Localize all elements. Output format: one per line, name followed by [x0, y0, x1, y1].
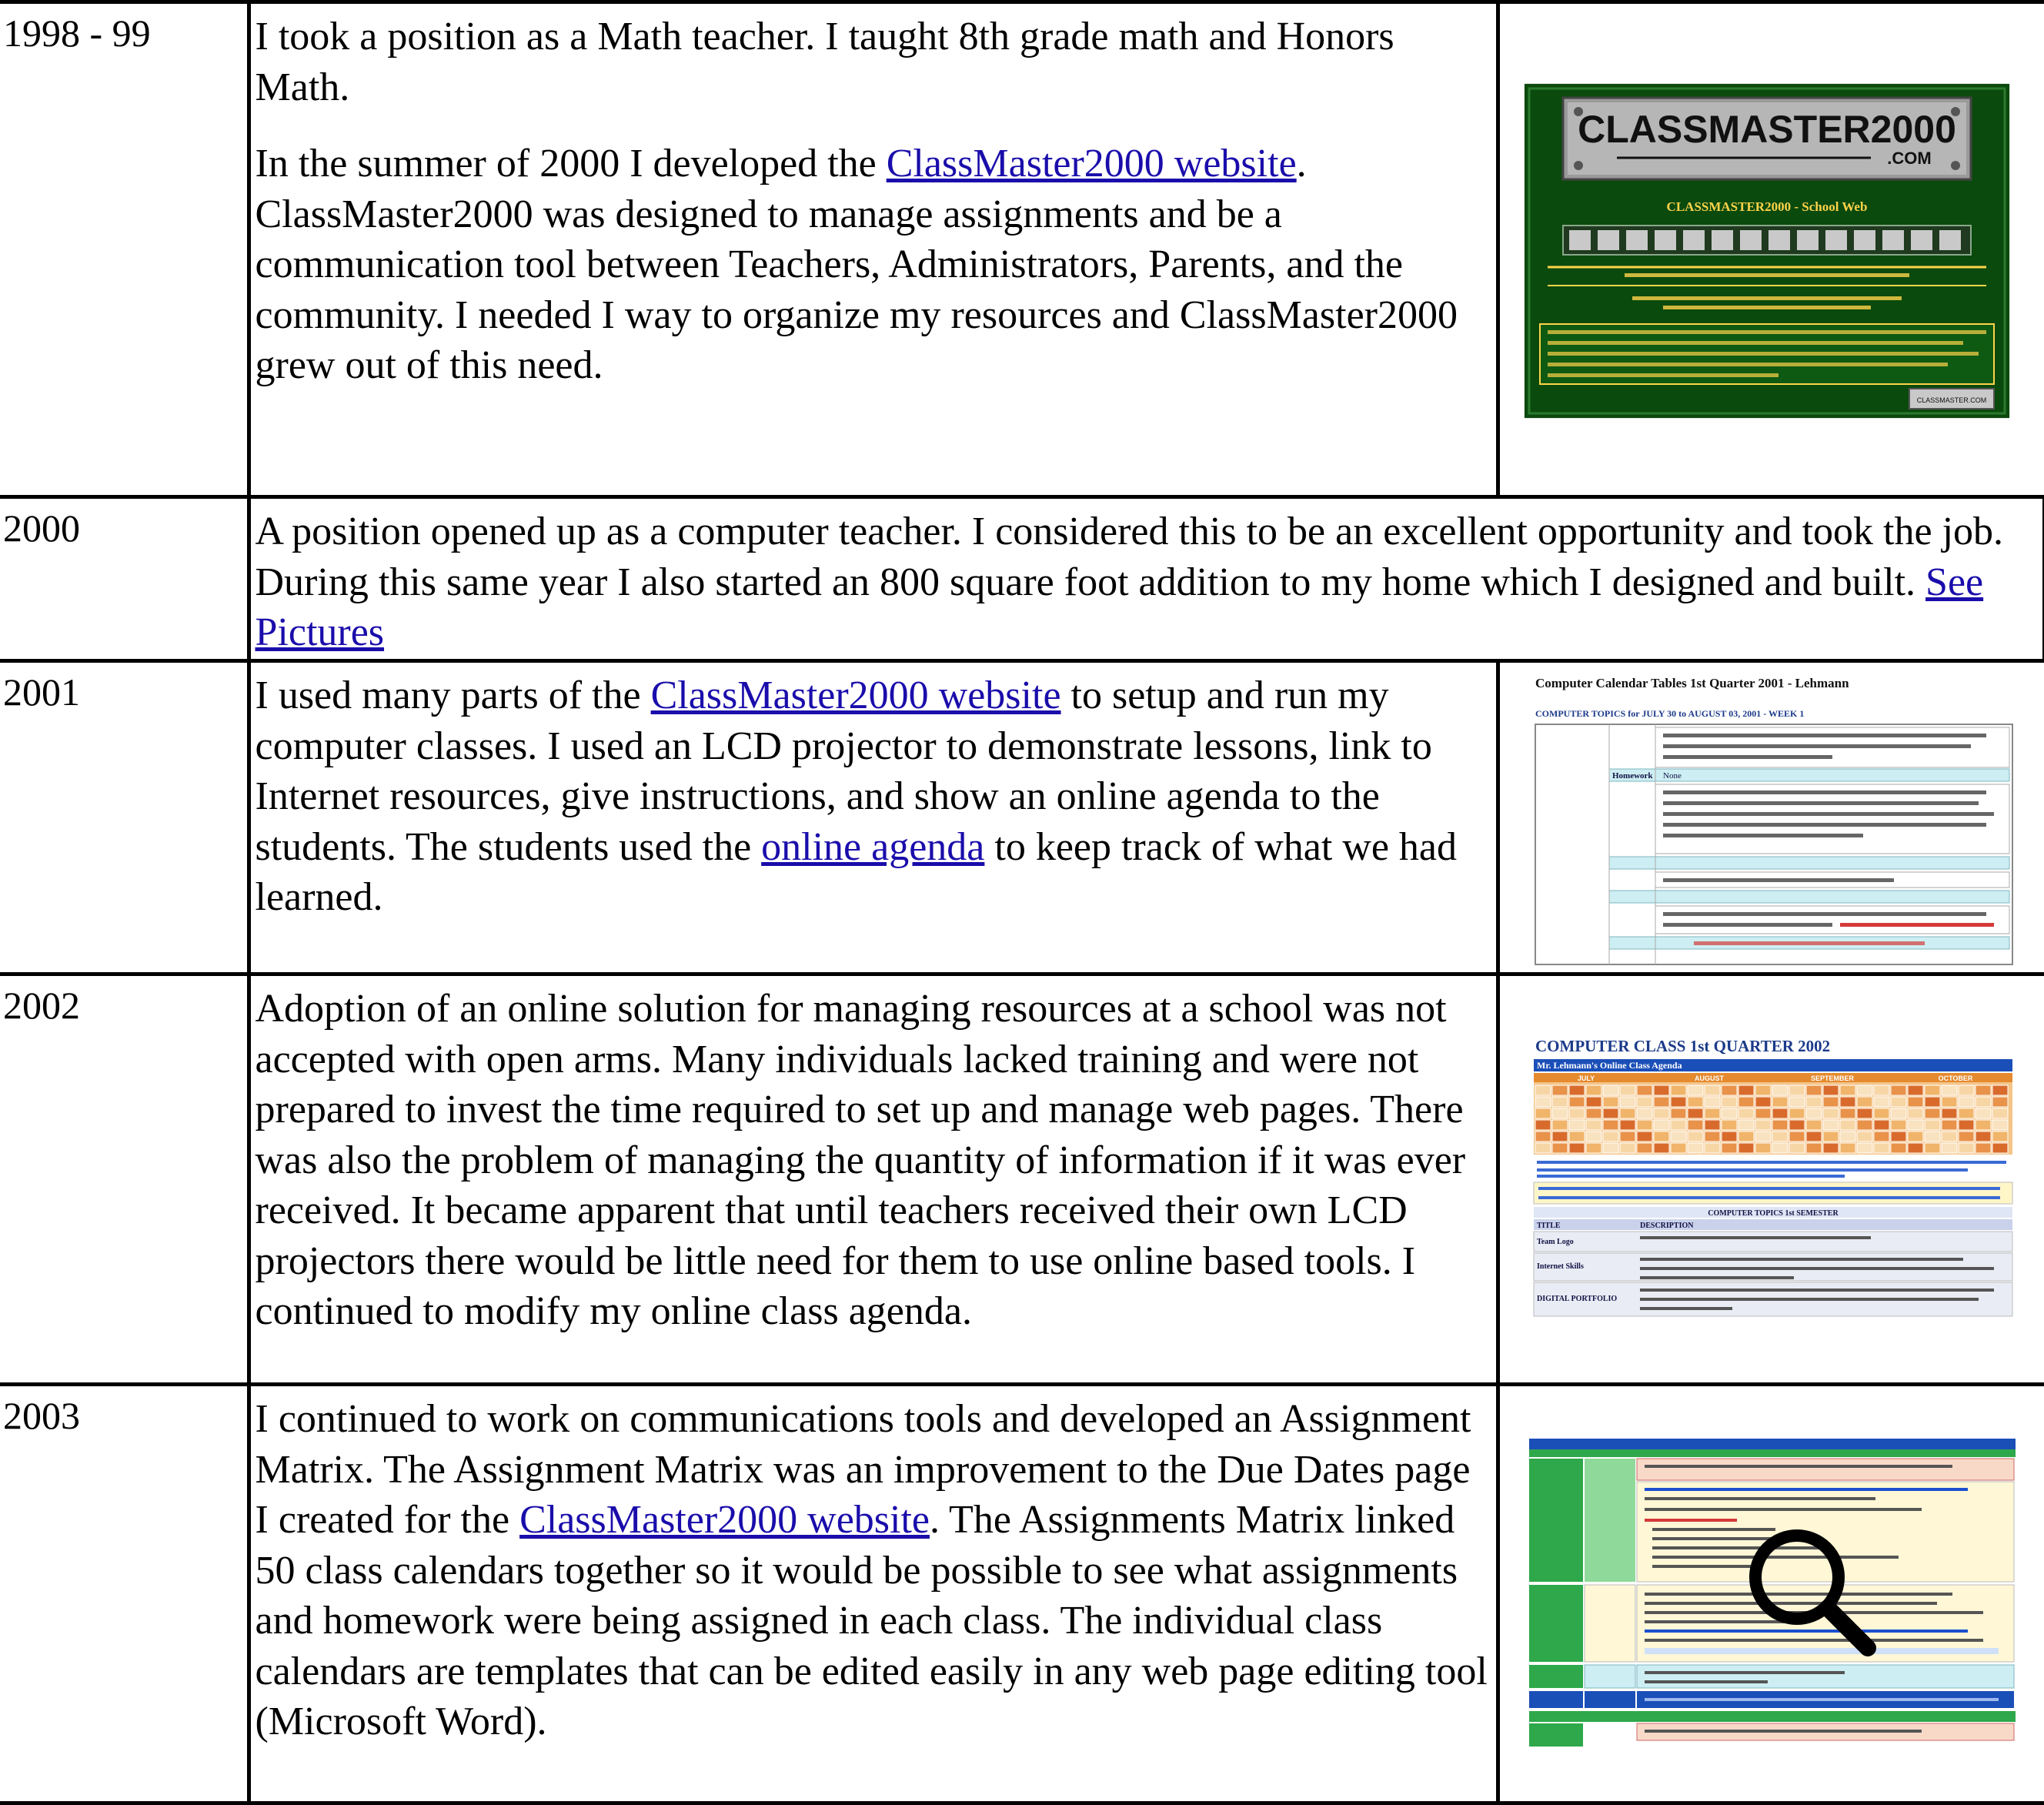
- calendar-day-cell: [1552, 1085, 1568, 1095]
- calendar-day-cell: [1738, 1108, 1754, 1118]
- calendar-tables-screenshot-thumbnail[interactable]: [1532, 672, 2016, 968]
- text-span: to setup and run my computer classes. I used an LCD projector to demonstrate lessons, link to Internet resources, give instructions, and show an online agenda to the students. The students used the: [255, 674, 1432, 869]
- timeline-row: [0, 1385, 2044, 1803]
- calendar-day-cell: [1637, 1143, 1652, 1153]
- calendar-day-cell: [1806, 1120, 1822, 1130]
- calendar-day-cell: [1688, 1085, 1703, 1095]
- calendar-day-cell: [1603, 1120, 1618, 1130]
- text-span: I continued to work on communications tools and developed an Assignment Matrix. The Assignment Matrix was an improvement to the Due Dates page I created for the: [255, 1397, 1471, 1542]
- calendar-day-cell: [1688, 1120, 1703, 1130]
- calendar-day-cell: [1925, 1120, 1940, 1130]
- calendar-day-cell: [1755, 1120, 1771, 1130]
- calendar-day-cell: [1772, 1143, 1788, 1153]
- calendar-day-cell: [1874, 1097, 1889, 1107]
- calendar-day-cell: [1959, 1120, 1974, 1130]
- calendar-day-cell: [1535, 1108, 1551, 1118]
- calendar-day-cell: [1688, 1131, 1703, 1141]
- calendar-day-cell: [1925, 1097, 1940, 1107]
- calendar-day-cell: [1705, 1143, 1720, 1153]
- calendar-day-cell: [1569, 1085, 1585, 1095]
- calendar-day-cell: [1908, 1108, 1923, 1118]
- calendar-day-cell: [1992, 1131, 2008, 1141]
- calendar-day-cell: [1992, 1143, 2008, 1153]
- calendar-day-cell: [1840, 1120, 1855, 1130]
- text-span: to keep track of what we had learned.: [255, 824, 1458, 919]
- calendar-day-cell: [1976, 1108, 1991, 1118]
- magnifier-icon[interactable]: [1735, 1516, 1889, 1670]
- calendar-day-cell: [1535, 1143, 1551, 1153]
- description-cell: Adoption of an online solution for managing resources at a school was not accepted with open arms. Many individuals lacked training and were not prepared to invest the time required to set up and manage web pages. There was also the problem of managing the quantity of information if it was ever received. It became apparent that until teachers received their own LCD projectors there would be little need for them to use online based tools. I continued to modify my online class agenda.: [249, 974, 1498, 1385]
- year-cell: 2000: [0, 497, 249, 661]
- class-agenda-graphic: [1532, 1035, 2014, 1321]
- calendar-day-cell: [1908, 1097, 1923, 1107]
- calendar-day-cell: [1671, 1097, 1686, 1107]
- calendar-day-cell: [1535, 1131, 1551, 1141]
- calendar-day-cell: [1637, 1097, 1652, 1107]
- calendar-day-cell: [1976, 1143, 1991, 1153]
- calendar-day-cell: [1942, 1085, 1957, 1095]
- topic-row-label: Internet Skills: [1536, 1262, 1584, 1271]
- calendar-day-cell: [1569, 1131, 1585, 1141]
- calendar-day-cell: [1755, 1108, 1771, 1118]
- calendar-day-cell: [1671, 1131, 1686, 1141]
- text-span: . The Assignments Matrix linked 50 class calendars together so it would be possible to see what assignments and homework were being assigned in each class. The individual class calendars are templates that can be edited easily in any web page editing tool (Microsoft Word).: [255, 1498, 1488, 1743]
- calendar-day-cell: [1535, 1097, 1551, 1107]
- calendar-day-cell: [1976, 1085, 1991, 1095]
- calendar-day-cell: [1942, 1131, 1957, 1141]
- calendar-day-cell: [1908, 1131, 1923, 1141]
- calendar-day-cell: [1772, 1120, 1788, 1130]
- calendar-day-cell: [1942, 1108, 1957, 1118]
- image-cell: [1498, 661, 2044, 974]
- month-label: JULY: [1577, 1075, 1595, 1082]
- calendar-day-cell: [1874, 1131, 1889, 1141]
- calendar-day-cell: [1857, 1143, 1872, 1153]
- calendar-day-cell: [1586, 1131, 1601, 1141]
- calendar-day-cell: [1840, 1097, 1855, 1107]
- image-cell: [1498, 1385, 2044, 1803]
- topic-row-label: Team Logo: [1536, 1238, 1574, 1246]
- calendar-day-cell: [1772, 1097, 1788, 1107]
- calendar-day-cell: [1789, 1143, 1805, 1153]
- year-cell: 2003: [0, 1385, 249, 1803]
- calendar-day-cell: [1569, 1120, 1585, 1130]
- calendar-day-cell: [1603, 1108, 1618, 1118]
- calendar-day-cell: [1586, 1143, 1601, 1153]
- calendar-day-cell: [1738, 1097, 1754, 1107]
- calendar-day-cell: [1586, 1085, 1601, 1095]
- assignment-matrix-screenshot-thumbnail[interactable]: [1529, 1439, 2016, 1747]
- topics-title: COMPUTER TOPICS 1st SEMESTER: [1707, 1209, 1839, 1218]
- calendar-day-cell: [1603, 1085, 1618, 1095]
- calendar-day-cell: [1857, 1120, 1872, 1130]
- calendar-day-cell: [1552, 1131, 1568, 1141]
- calendar-day-cell: [1840, 1108, 1855, 1118]
- paragraph: [256, 139, 1491, 391]
- calendar-tables-graphic: [1532, 672, 2016, 968]
- calendar-day-cell: [1840, 1085, 1855, 1095]
- col-desc: DESCRIPTION: [1639, 1222, 1693, 1230]
- calendar-day-cell: [1620, 1108, 1635, 1118]
- calendar-day-cell: [1976, 1097, 1991, 1107]
- calendar-day-cell: [1840, 1131, 1855, 1141]
- calendar-day-cell: [1976, 1120, 1991, 1130]
- calendar-day-cell: [1806, 1143, 1822, 1153]
- year-cell: 2001: [0, 661, 249, 974]
- image-cell: [1498, 974, 2044, 1385]
- calendar-day-cell: [1705, 1097, 1720, 1107]
- calendar-day-cell: [1705, 1085, 1720, 1095]
- calendar-day-cell: [1823, 1085, 1839, 1095]
- calendar-day-cell: [1705, 1131, 1720, 1141]
- thumb-subtitle: CLASSMASTER2000 - School Web: [1666, 199, 1867, 214]
- calendar-day-cell: [1722, 1120, 1737, 1130]
- calendar-day-cell: [1705, 1120, 1720, 1130]
- calendar-day-cell: [1569, 1108, 1585, 1118]
- calendar-day-cell: [1738, 1131, 1754, 1141]
- calendar-day-cell: [1654, 1120, 1669, 1130]
- image-cell: [1498, 2, 2044, 497]
- calendar-day-cell: [1654, 1097, 1669, 1107]
- year-cell: 2002: [0, 974, 249, 1385]
- calendar-day-cell: [1603, 1097, 1618, 1107]
- calendar-day-cell: [1992, 1097, 2008, 1107]
- calendar-day-cell: [1823, 1143, 1839, 1153]
- calendar-day-cell: [1959, 1097, 1974, 1107]
- calendar-day-cell: [1586, 1120, 1601, 1130]
- thumb-title: Computer Calendar Tables 1st Quarter 2001 - Lehmann: [1535, 676, 1849, 690]
- calendar-day-cell: [1722, 1143, 1737, 1153]
- calendar-day-cell: [1908, 1085, 1923, 1095]
- calendar-day-cell: [1908, 1120, 1923, 1130]
- calendar-day-cell: [1603, 1131, 1618, 1141]
- calendar-day-cell: [1654, 1131, 1669, 1141]
- calendar-day-cell: [1992, 1085, 2008, 1095]
- calendar-day-cell: [1823, 1097, 1839, 1107]
- calendar-day-cell: [1722, 1097, 1737, 1107]
- calendar-day-cell: [1688, 1108, 1703, 1118]
- calendar-day-cell: [1552, 1120, 1568, 1130]
- text-span: In the summer of 2000 I developed the: [255, 142, 887, 186]
- calendar-day-cell: [1823, 1108, 1839, 1118]
- calendar-day-cell: [1925, 1108, 1940, 1118]
- year-cell: 1998 - 99: [0, 2, 249, 497]
- timeline-row: [0, 974, 2044, 1385]
- classmaster2000-website-link[interactable]: ClassMaster2000 website: [886, 142, 1297, 186]
- calendar-day-cell: [1942, 1120, 1957, 1130]
- paragraph: I took a position as a Math teacher. I taught 8th grade math and Honors Math.: [255, 15, 1394, 109]
- calendar-day-cell: [1671, 1120, 1686, 1130]
- calendar-day-cell: [1891, 1131, 1906, 1141]
- description-cell: [249, 497, 2044, 661]
- calendar-day-cell: [1738, 1085, 1754, 1095]
- calendar-day-cell: [1992, 1120, 2008, 1130]
- calendar-day-cell: [1552, 1108, 1568, 1118]
- calendar-day-cell: [1620, 1120, 1635, 1130]
- calendar-day-cell: [1891, 1085, 1906, 1095]
- calendar-day-cell: [1925, 1131, 1940, 1141]
- topic-row-label: DIGITAL PORTFOLIO: [1536, 1295, 1617, 1303]
- calendar-day-cell: [1620, 1085, 1635, 1095]
- calendar-day-cell: [1772, 1085, 1788, 1095]
- calendar-day-cell: [1806, 1108, 1822, 1118]
- calendar-day-cell: [1857, 1131, 1872, 1141]
- calendar-day-cell: [1738, 1143, 1754, 1153]
- month-label: SEPTEMBER: [1810, 1075, 1854, 1082]
- classmaster-screenshot-graphic: [1525, 84, 2009, 418]
- calendar-day-cell: [1908, 1143, 1923, 1153]
- calendar-day-cell: [1874, 1120, 1889, 1130]
- classmaster2000-website-link[interactable]: ClassMaster2000 website: [650, 674, 1061, 717]
- calendar-day-cell: [1789, 1131, 1805, 1141]
- homework-value: None: [1662, 771, 1682, 780]
- calendar-day-cell: [1789, 1108, 1805, 1118]
- calendar-day-cell: [1654, 1085, 1669, 1095]
- calendar-day-cell: [1857, 1097, 1872, 1107]
- month-label: AUGUST: [1694, 1075, 1724, 1082]
- class-agenda-screenshot-thumbnail[interactable]: [1532, 1035, 2014, 1321]
- calendar-day-cell: [1603, 1143, 1618, 1153]
- calendar-day-cell: [1654, 1143, 1669, 1153]
- timeline-row: [0, 661, 2044, 974]
- calendar-day-cell: [1789, 1120, 1805, 1130]
- calendar-day-cell: [1976, 1131, 1991, 1141]
- calendar-day-cell: [1620, 1131, 1635, 1141]
- calendar-day-cell: [1688, 1097, 1703, 1107]
- calendar-day-cell: [1959, 1131, 1974, 1141]
- calendar-day-cell: [1535, 1120, 1551, 1130]
- homework-label: Homework: [1611, 771, 1653, 780]
- calendar-day-cell: [1671, 1143, 1686, 1153]
- calendar-day-cell: [1569, 1143, 1585, 1153]
- calendar-day-cell: [1772, 1131, 1788, 1141]
- timeline-row: [0, 2, 2044, 497]
- calendar-day-cell: [1535, 1085, 1551, 1095]
- agenda-bar-text: Mr. Lehmann's Online Class Agenda: [1536, 1060, 1682, 1071]
- calendar-day-cell: [1620, 1097, 1635, 1107]
- classmaster2000-website-link[interactable]: ClassMaster2000 website: [519, 1498, 930, 1542]
- calendar-day-cell: [1857, 1108, 1872, 1118]
- calendar-day-cell: [1925, 1085, 1940, 1095]
- calendar-day-cell: [1569, 1097, 1585, 1107]
- calendar-day-cell: [1806, 1085, 1822, 1095]
- calendar-day-cell: [1891, 1108, 1906, 1118]
- timeline-row: [0, 497, 2044, 661]
- online-agenda-link[interactable]: online agenda: [761, 824, 985, 869]
- calendar-day-cell: [1705, 1108, 1720, 1118]
- calendar-day-cell: [1552, 1097, 1568, 1107]
- calendar-day-cell: [1755, 1143, 1771, 1153]
- logo-main-text: CLASSMASTER2000: [1577, 108, 1956, 151]
- calendar-day-cell: [1755, 1097, 1771, 1107]
- calendar-day-cell: [1840, 1143, 1855, 1153]
- description-cell: [249, 2, 1498, 497]
- calendar-day-cell: [1942, 1143, 1957, 1153]
- calendar-day-cell: [1857, 1085, 1872, 1095]
- description-cell: [249, 1385, 1498, 1803]
- see-pictures-link[interactable]: See Pictures: [255, 560, 1984, 654]
- calendar-day-cell: [1891, 1120, 1906, 1130]
- calendar-day-cell: [1823, 1131, 1839, 1141]
- calendar-day-cell: [1959, 1143, 1974, 1153]
- calendar-day-cell: [1806, 1131, 1822, 1141]
- calendar-day-cell: [1755, 1085, 1771, 1095]
- calendar-day-cell: [1992, 1108, 2008, 1118]
- classmaster-screenshot-thumbnail[interactable]: [1525, 84, 2009, 418]
- icon-toolbar: [1563, 226, 1971, 255]
- calendar-day-cell: [1789, 1097, 1805, 1107]
- calendar-day-cell: [1586, 1108, 1601, 1118]
- calendar-day-cell: [1874, 1143, 1889, 1153]
- calendar-day-cell: [1722, 1108, 1737, 1118]
- calendar-day-cell: [1637, 1108, 1652, 1118]
- calendar-day-cell: [1688, 1143, 1703, 1153]
- calendar-day-cell: [1925, 1143, 1940, 1153]
- calendar-day-cell: [1959, 1085, 1974, 1095]
- calendar-day-cell: [1806, 1097, 1822, 1107]
- calendar-day-cell: [1874, 1085, 1889, 1095]
- calendar-day-cell: [1637, 1120, 1652, 1130]
- calendar-day-cell: [1755, 1131, 1771, 1141]
- calendar-day-cell: [1722, 1085, 1737, 1095]
- calendar-day-cell: [1738, 1120, 1754, 1130]
- month-label: OCTOBER: [1938, 1075, 1972, 1082]
- calendar-day-cell: [1959, 1108, 1974, 1118]
- calendar-day-cell: [1637, 1085, 1652, 1095]
- thumb-subtitle: COMPUTER TOPICS for JULY 30 to AUGUST 03, 2001 - WEEK 1: [1535, 708, 1804, 719]
- calendar-day-cell: [1789, 1085, 1805, 1095]
- description-cell: [249, 661, 1498, 974]
- calendar-day-cell: [1823, 1120, 1839, 1130]
- logo-sub-text: .COM: [1886, 149, 1932, 168]
- text-span: . ClassMaster2000 was designed to manage assignments and be a communication tool between Teachers, Administrators, Parents, and the community. I needed I way to organize my resources and ClassMaster2000 grew out of this need.: [255, 142, 1458, 387]
- text-span: I used many parts of the: [255, 674, 651, 717]
- calendar-day-cell: [1722, 1131, 1737, 1141]
- corner-button-text: CLASSMASTER.COM: [1916, 396, 1986, 404]
- calendar-day-cell: [1874, 1108, 1889, 1118]
- calendar-day-cell: [1620, 1143, 1635, 1153]
- calendar-day-cell: [1552, 1143, 1568, 1153]
- text-span: A position opened up as a computer teacher. I considered this to be an excellent opportunity and took the job. During this same year I also started an 800 square foot addition to my home which I designed and built.: [255, 510, 2004, 604]
- calendar-day-cell: [1671, 1108, 1686, 1118]
- calendar-day-cell: [1671, 1085, 1686, 1095]
- calendar-day-cell: [1891, 1097, 1906, 1107]
- calendar-day-cell: [1942, 1097, 1957, 1107]
- thumb-title: COMPUTER CLASS 1st QUARTER 2002: [1535, 1037, 1830, 1055]
- col-title: TITLE: [1536, 1222, 1561, 1230]
- calendar-day-cell: [1772, 1108, 1788, 1118]
- calendar-day-cell: [1891, 1143, 1906, 1153]
- calendar-day-cell: [1654, 1108, 1669, 1118]
- calendar-day-cell: [1586, 1097, 1601, 1107]
- calendar-day-cell: [1637, 1131, 1652, 1141]
